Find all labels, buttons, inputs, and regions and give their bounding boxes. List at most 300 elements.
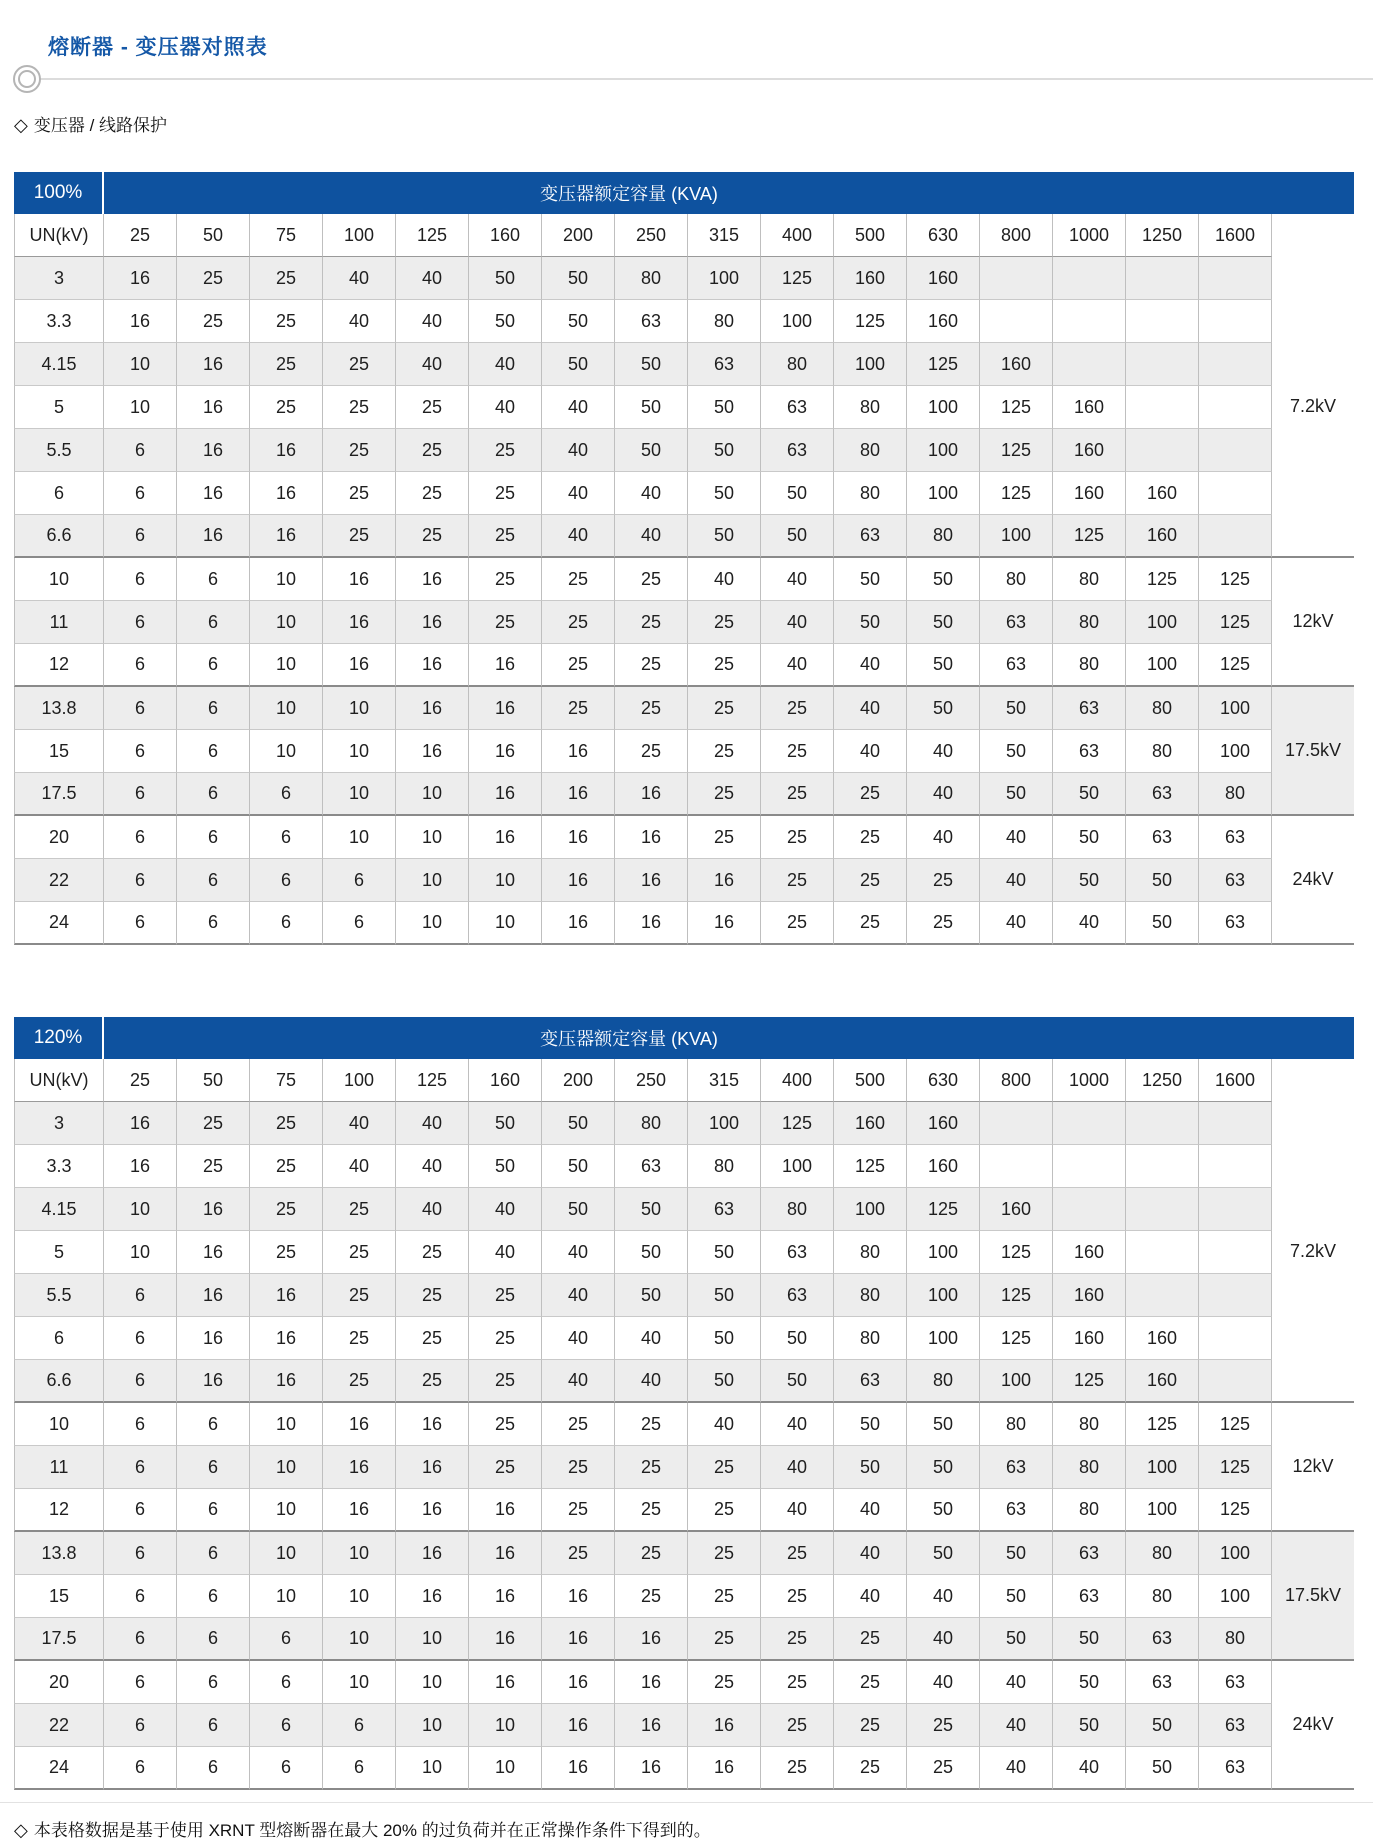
table-cell: 16 <box>396 1489 469 1532</box>
column-header-cell: 1600 <box>1199 1059 1272 1102</box>
table-cell <box>1199 1231 1272 1274</box>
table-cell: 6 <box>177 1403 250 1446</box>
table-cell <box>1199 1274 1272 1317</box>
table-cell: 80 <box>834 386 907 429</box>
row-header-cell: 3 <box>14 257 104 300</box>
table-cell: 160 <box>907 257 980 300</box>
table-cell <box>1199 1102 1272 1145</box>
table-cell: 125 <box>1126 558 1199 601</box>
table-cell: 25 <box>250 1102 323 1145</box>
table-cell: 16 <box>542 859 615 902</box>
table-cell: 16 <box>177 1231 250 1274</box>
table-cell: 25 <box>688 1532 761 1575</box>
table-cell: 125 <box>907 1188 980 1231</box>
table-cell: 40 <box>542 1317 615 1360</box>
table-cell: 40 <box>396 1188 469 1231</box>
table-cell: 125 <box>1053 1360 1126 1403</box>
table-cell: 63 <box>1126 816 1199 859</box>
fuse-table-100-percent <box>14 172 1373 945</box>
table-cell: 160 <box>980 1188 1053 1231</box>
table-cell: 40 <box>980 816 1053 859</box>
table-cell <box>980 1102 1053 1145</box>
table-cell: 10 <box>323 773 396 816</box>
table-cell: 16 <box>104 300 177 343</box>
table-cell: 16 <box>396 1403 469 1446</box>
table-cell: 160 <box>1126 472 1199 515</box>
table-cell: 125 <box>980 472 1053 515</box>
table-cell: 50 <box>542 257 615 300</box>
table-cell: 16 <box>615 1618 688 1661</box>
table-cell: 125 <box>834 1145 907 1188</box>
table-cell <box>1199 1145 1272 1188</box>
table-cell: 63 <box>1199 816 1272 859</box>
table-cell: 160 <box>834 1102 907 1145</box>
table-cell: 25 <box>688 1618 761 1661</box>
table-cell: 50 <box>1053 816 1126 859</box>
table-cell: 16 <box>615 1661 688 1704</box>
table-cell: 80 <box>1126 1575 1199 1618</box>
table-cell: 40 <box>542 429 615 472</box>
footnote-text: 本表格数据是基于使用 XRNT 型熔断器在最大 20% 的过负荷并在正常操作条件下得到的。 <box>33 1821 711 1840</box>
table-cell: 25 <box>323 515 396 558</box>
table-cell: 63 <box>980 1489 1053 1532</box>
column-header-cell: 160 <box>469 214 542 257</box>
table-cell: 40 <box>761 558 834 601</box>
table-cell: 125 <box>761 257 834 300</box>
table-cell: 40 <box>907 773 980 816</box>
table-cell: 125 <box>1126 1403 1199 1446</box>
table-cell: 25 <box>469 1317 542 1360</box>
section-heading-text: 变压器 / 线路保护 <box>33 116 168 135</box>
table-cell: 16 <box>542 1747 615 1790</box>
table-cell: 40 <box>761 1489 834 1532</box>
table-cell: 16 <box>396 687 469 730</box>
table-cell: 6 <box>250 859 323 902</box>
capacity-span-header: 变压器额定容量 (KVA) <box>104 172 1354 214</box>
table-cell: 50 <box>688 1274 761 1317</box>
table-cell: 6 <box>104 515 177 558</box>
table-cell: 50 <box>980 1575 1053 1618</box>
voltage-group-spacer <box>1272 214 1354 257</box>
table-cell: 40 <box>396 1102 469 1145</box>
table-cell: 160 <box>1053 1274 1126 1317</box>
table-cell: 10 <box>323 816 396 859</box>
table-cell: 6 <box>104 429 177 472</box>
ring-icon-inner <box>18 70 36 88</box>
table-cell: 50 <box>615 1231 688 1274</box>
table-cell: 25 <box>323 1360 396 1403</box>
table-cell: 10 <box>104 1231 177 1274</box>
table-cell: 160 <box>907 1102 980 1145</box>
table-cell: 50 <box>907 1532 980 1575</box>
table-cell: 50 <box>469 1102 542 1145</box>
table-cell: 25 <box>542 1532 615 1575</box>
table-cell: 50 <box>1053 1661 1126 1704</box>
table-cell <box>1199 1317 1272 1360</box>
ring-icon <box>13 65 41 93</box>
table-cell: 40 <box>980 1661 1053 1704</box>
column-header-cell: 1600 <box>1199 214 1272 257</box>
table-cell: 25 <box>615 558 688 601</box>
table-cell: 50 <box>688 515 761 558</box>
table-cell: 40 <box>469 1188 542 1231</box>
header-rule-line <box>36 78 1373 80</box>
table-cell: 16 <box>469 1575 542 1618</box>
table-cell: 125 <box>980 1274 1053 1317</box>
table-cell: 6 <box>250 1618 323 1661</box>
table-cell <box>1053 1102 1126 1145</box>
table-cell: 10 <box>323 730 396 773</box>
table-cell: 160 <box>980 343 1053 386</box>
table-cell: 40 <box>615 1360 688 1403</box>
table-cell: 6 <box>177 1618 250 1661</box>
column-header-cell: 50 <box>177 1059 250 1102</box>
table-cell: 160 <box>1053 472 1126 515</box>
table-cell: 16 <box>177 343 250 386</box>
table-cell: 16 <box>542 773 615 816</box>
table-cell: 40 <box>323 257 396 300</box>
table-cell: 25 <box>396 472 469 515</box>
page-header <box>0 0 1373 136</box>
table-cell: 25 <box>469 429 542 472</box>
table-cell: 10 <box>323 1575 396 1618</box>
table-cell: 80 <box>907 1360 980 1403</box>
table-cell: 63 <box>1199 1704 1272 1747</box>
table-cell: 40 <box>907 730 980 773</box>
table-cell: 40 <box>469 1231 542 1274</box>
row-header-cell: 4.15 <box>14 1188 104 1231</box>
table-cell <box>1199 257 1272 300</box>
table-cell: 100 <box>1126 601 1199 644</box>
table-cell: 25 <box>469 558 542 601</box>
table-cell: 6 <box>104 472 177 515</box>
table-cell: 50 <box>615 429 688 472</box>
voltage-group-spacer <box>1272 1059 1354 1102</box>
table-cell: 50 <box>761 472 834 515</box>
table-cell: 50 <box>980 1532 1053 1575</box>
table-cell: 25 <box>542 1446 615 1489</box>
table-cell: 10 <box>396 816 469 859</box>
table-cell: 6 <box>104 1575 177 1618</box>
table-cell <box>1199 300 1272 343</box>
table-cell: 10 <box>250 644 323 687</box>
table-cell: 10 <box>323 687 396 730</box>
table-cell: 50 <box>1126 1704 1199 1747</box>
table-cell: 50 <box>615 1274 688 1317</box>
column-header-cell: 50 <box>177 214 250 257</box>
table-cell: 50 <box>615 386 688 429</box>
row-header-cell: 12 <box>14 1489 104 1532</box>
table-cell: 100 <box>907 1317 980 1360</box>
table-cell: 16 <box>250 1360 323 1403</box>
table-cell: 25 <box>688 1661 761 1704</box>
table-cell: 50 <box>1053 1704 1126 1747</box>
table-cell: 6 <box>323 1704 396 1747</box>
table-cell: 25 <box>834 1704 907 1747</box>
row-header-cell: 24 <box>14 1747 104 1790</box>
table-cell: 80 <box>615 257 688 300</box>
table-cell: 16 <box>177 1274 250 1317</box>
table-cell: 25 <box>396 1360 469 1403</box>
table-cell: 25 <box>250 386 323 429</box>
percent-badge: 100% <box>14 172 104 214</box>
table-cell: 50 <box>907 1446 980 1489</box>
table-cell: 25 <box>250 1188 323 1231</box>
table-cell: 16 <box>177 1360 250 1403</box>
table-cell: 25 <box>323 386 396 429</box>
table-cell: 80 <box>1199 773 1272 816</box>
table-cell: 25 <box>688 687 761 730</box>
table-grid <box>14 1059 1354 1790</box>
table-cell: 63 <box>1126 1618 1199 1661</box>
column-header-cell: 800 <box>980 1059 1053 1102</box>
row-header-cell: 4.15 <box>14 343 104 386</box>
table-cell: 80 <box>1126 730 1199 773</box>
table-cell: 40 <box>907 1618 980 1661</box>
table-cell: 63 <box>834 1360 907 1403</box>
table-cell: 100 <box>834 343 907 386</box>
table-cell: 6 <box>250 1704 323 1747</box>
table-cell: 63 <box>980 1446 1053 1489</box>
table-cell: 6 <box>104 859 177 902</box>
table-cell: 25 <box>834 1747 907 1790</box>
table-cell: 16 <box>615 773 688 816</box>
table-cell: 50 <box>688 1360 761 1403</box>
table-cell: 63 <box>761 1231 834 1274</box>
table-cell: 100 <box>761 1145 834 1188</box>
row-header-cell: 3.3 <box>14 300 104 343</box>
row-header-cell: 17.5 <box>14 1618 104 1661</box>
table-cell: 25 <box>323 429 396 472</box>
row-header-cell: 6.6 <box>14 515 104 558</box>
table-cell: 25 <box>761 730 834 773</box>
table-cell: 6 <box>250 1661 323 1704</box>
row-header-cell: 5 <box>14 386 104 429</box>
table-cell: 16 <box>542 1618 615 1661</box>
table-cell: 16 <box>323 1489 396 1532</box>
table-cell: 80 <box>1053 1489 1126 1532</box>
table-cell: 16 <box>542 730 615 773</box>
table-cell: 16 <box>396 1575 469 1618</box>
table-cell: 6 <box>104 1661 177 1704</box>
table-cell: 50 <box>1053 1618 1126 1661</box>
table-cell: 16 <box>469 773 542 816</box>
table-cell: 50 <box>980 687 1053 730</box>
table-cell: 10 <box>396 859 469 902</box>
table-cell: 10 <box>250 1403 323 1446</box>
table-cell: 63 <box>1053 687 1126 730</box>
table-cell: 25 <box>542 687 615 730</box>
table-cell <box>1199 472 1272 515</box>
table-cell: 6 <box>177 1747 250 1790</box>
table-cell: 125 <box>1199 558 1272 601</box>
table-cell: 25 <box>834 859 907 902</box>
table-cell: 50 <box>907 1403 980 1446</box>
table-cell: 25 <box>396 1274 469 1317</box>
table-cell: 100 <box>1199 687 1272 730</box>
voltage-group-cell: 17.5kV <box>1272 687 1354 816</box>
table-cell <box>1053 343 1126 386</box>
row-header-cell: 12 <box>14 644 104 687</box>
table-cell: 16 <box>396 601 469 644</box>
table-cell: 10 <box>323 1661 396 1704</box>
row-header-cell: 3.3 <box>14 1145 104 1188</box>
table-cell: 40 <box>907 1575 980 1618</box>
table-cell: 125 <box>980 386 1053 429</box>
table-cell: 40 <box>396 300 469 343</box>
table-cell: 63 <box>761 1274 834 1317</box>
table-cell: 25 <box>469 472 542 515</box>
table-cell: 40 <box>615 1317 688 1360</box>
table-cell: 50 <box>688 472 761 515</box>
table-cell: 80 <box>688 300 761 343</box>
table-cell: 100 <box>980 515 1053 558</box>
column-header-cell: 125 <box>396 214 469 257</box>
table-cell <box>1126 257 1199 300</box>
table-cell: 125 <box>907 343 980 386</box>
table-cell: 63 <box>688 343 761 386</box>
table-cell: 50 <box>761 1360 834 1403</box>
column-header-cell: 25 <box>104 1059 177 1102</box>
table-cell: 6 <box>250 773 323 816</box>
table-cell: 100 <box>688 257 761 300</box>
table-cell: 6 <box>104 644 177 687</box>
table-cell: 125 <box>1199 601 1272 644</box>
table-header-bar <box>14 172 1354 214</box>
row-header-cell: 3 <box>14 1102 104 1145</box>
table-cell: 100 <box>907 429 980 472</box>
table-cell: 50 <box>907 644 980 687</box>
table-cell: 25 <box>469 1446 542 1489</box>
row-header-cell: 6 <box>14 472 104 515</box>
table-cell: 16 <box>469 1618 542 1661</box>
voltage-group-cell: 24kV <box>1272 1661 1354 1790</box>
table-cell: 25 <box>834 773 907 816</box>
table-cell: 50 <box>1126 1747 1199 1790</box>
table-cell <box>1199 429 1272 472</box>
table-cell: 40 <box>980 1747 1053 1790</box>
table-cell: 50 <box>834 1403 907 1446</box>
table-cell: 25 <box>688 1575 761 1618</box>
table-cell: 25 <box>323 1274 396 1317</box>
table-cell: 25 <box>250 257 323 300</box>
table-cell: 25 <box>688 773 761 816</box>
section-heading <box>14 111 1373 136</box>
percent-badge: 120% <box>14 1017 104 1059</box>
table-cell: 40 <box>396 343 469 386</box>
table-cell: 25 <box>615 687 688 730</box>
table-cell: 125 <box>980 429 1053 472</box>
table-cell: 25 <box>907 859 980 902</box>
row-header-cell: 5.5 <box>14 1274 104 1317</box>
table-cell: 16 <box>177 515 250 558</box>
table-cell: 40 <box>323 1145 396 1188</box>
table-cell: 25 <box>907 1704 980 1747</box>
table-cell: 80 <box>688 1145 761 1188</box>
column-header-cell: 315 <box>688 1059 761 1102</box>
table-cell: 80 <box>1053 558 1126 601</box>
column-header-cell: 75 <box>250 214 323 257</box>
table-cell: 16 <box>688 1747 761 1790</box>
diamond-icon: ◇ <box>14 115 28 135</box>
table-cell: 80 <box>761 343 834 386</box>
column-header-cell: 125 <box>396 1059 469 1102</box>
voltage-group-cell: 7.2kV <box>1272 1102 1354 1403</box>
table-cell: 50 <box>761 1317 834 1360</box>
table-cell: 125 <box>980 1231 1053 1274</box>
fuse-table-120-percent <box>14 1017 1373 1790</box>
table-cell: 25 <box>469 1403 542 1446</box>
table-cell: 50 <box>688 429 761 472</box>
table-cell: 25 <box>177 1145 250 1188</box>
table-cell: 40 <box>542 1231 615 1274</box>
row-header-cell: 24 <box>14 902 104 945</box>
table-cell: 25 <box>469 1274 542 1317</box>
table-cell: 10 <box>469 1704 542 1747</box>
table-cell: 6 <box>177 1575 250 1618</box>
table-cell: 10 <box>250 558 323 601</box>
row-header-cell: 10 <box>14 1403 104 1446</box>
table-cell: 125 <box>1199 1446 1272 1489</box>
table-cell: 80 <box>615 1102 688 1145</box>
table-cell: 40 <box>396 257 469 300</box>
table-cell: 25 <box>250 1145 323 1188</box>
table-cell: 25 <box>688 816 761 859</box>
column-header-cell: 315 <box>688 214 761 257</box>
table-cell: 25 <box>688 730 761 773</box>
table-cell: 50 <box>615 1188 688 1231</box>
table-cell: 16 <box>615 859 688 902</box>
table-cell: 6 <box>104 1489 177 1532</box>
header-rule <box>0 65 1373 95</box>
table-cell: 25 <box>615 1403 688 1446</box>
table-cell: 6 <box>104 601 177 644</box>
column-header-cell: 630 <box>907 214 980 257</box>
table-cell: 50 <box>688 386 761 429</box>
table-cell: 50 <box>469 257 542 300</box>
table-cell: 6 <box>250 816 323 859</box>
table-cell: 25 <box>761 816 834 859</box>
table-cell <box>1126 1145 1199 1188</box>
column-header-cell: 250 <box>615 1059 688 1102</box>
table-cell: 6 <box>323 859 396 902</box>
table-cell: 40 <box>688 1403 761 1446</box>
row-header-cell: 17.5 <box>14 773 104 816</box>
table-cell: 40 <box>688 558 761 601</box>
table-cell: 16 <box>104 1145 177 1188</box>
table-cell: 6 <box>177 558 250 601</box>
table-cell: 6 <box>177 644 250 687</box>
table-cell <box>1126 429 1199 472</box>
row-header-cell: 5 <box>14 1231 104 1274</box>
table-cell: 63 <box>980 601 1053 644</box>
table-cell: 80 <box>980 1403 1053 1446</box>
table-cell: 25 <box>834 1618 907 1661</box>
table-cell: 25 <box>469 601 542 644</box>
table-cell: 25 <box>615 730 688 773</box>
table-cell: 6 <box>177 1661 250 1704</box>
column-header-cell: 500 <box>834 1059 907 1102</box>
table-cell: 16 <box>469 1661 542 1704</box>
table-cell: 50 <box>1126 859 1199 902</box>
table-cell: 16 <box>615 1747 688 1790</box>
table-cell: 10 <box>250 687 323 730</box>
table-cell: 160 <box>834 257 907 300</box>
row-header-cell: 5.5 <box>14 429 104 472</box>
table-cell: 6 <box>104 1360 177 1403</box>
table-cell: 160 <box>1126 1317 1199 1360</box>
row-header-cell: 13.8 <box>14 687 104 730</box>
